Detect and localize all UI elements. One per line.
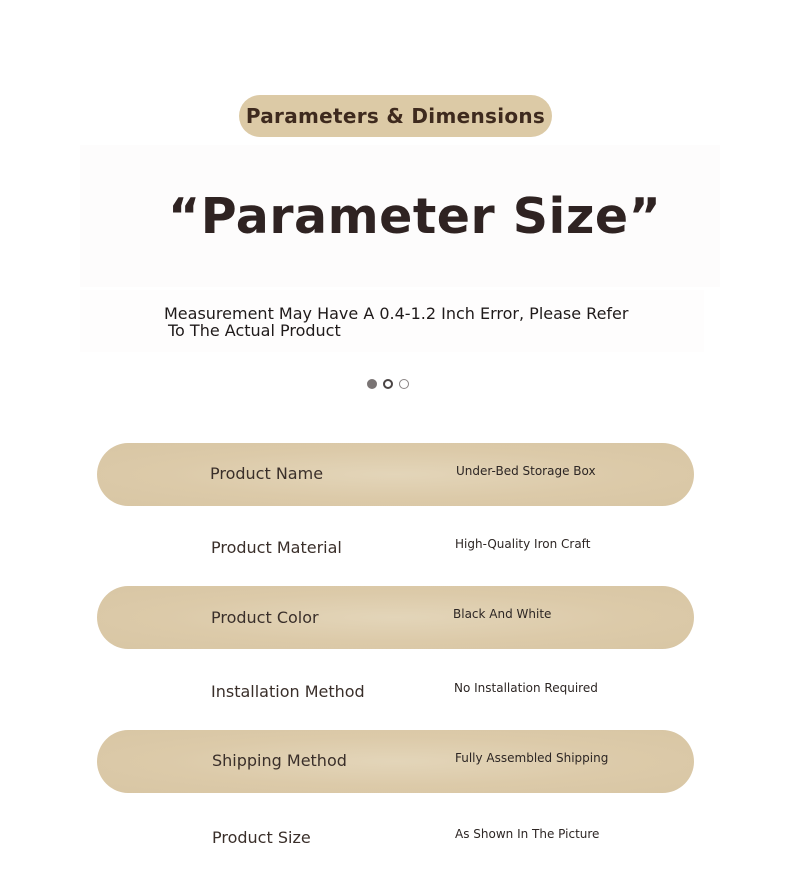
spec-row-product-name <box>97 443 694 506</box>
spec-row-product-color <box>97 586 694 649</box>
carousel-dot-3[interactable] <box>399 379 409 389</box>
spec-row-product-material <box>97 516 694 579</box>
spec-value: Fully Assembled Shipping <box>455 751 609 765</box>
spec-value: Under-Bed Storage Box <box>456 464 596 478</box>
measurement-note <box>164 305 644 339</box>
spec-row-installation-method <box>97 660 694 723</box>
spec-label: Product Material <box>211 538 342 557</box>
spec-row-shipping-method <box>97 730 694 793</box>
spec-label: Shipping Method <box>212 751 347 770</box>
carousel-dot-2[interactable] <box>383 379 393 389</box>
spec-label: Product Name <box>210 464 324 483</box>
spec-value: No Installation Required <box>454 681 598 695</box>
measurement-note-line-2: To The Actual Product <box>168 321 341 340</box>
measurement-note-line-1: Measurement May Have A 0.4-1.2 Inch Error, Please Refer <box>164 304 629 323</box>
carousel-dots <box>367 379 409 389</box>
carousel-dot-1[interactable] <box>367 379 377 389</box>
spec-row-product-size <box>97 806 694 869</box>
section-badge: Parameters & Dimensions <box>239 95 552 137</box>
spec-label: Product Size <box>212 828 311 847</box>
page-title: “Parameter Size” <box>168 188 662 245</box>
spec-value: High-Quality Iron Craft <box>455 537 591 551</box>
spec-value: As Shown In The Picture <box>455 827 600 841</box>
spec-label: Installation Method <box>211 682 365 701</box>
spec-label: Product Color <box>211 608 319 627</box>
spec-value: Black And White <box>453 607 552 621</box>
